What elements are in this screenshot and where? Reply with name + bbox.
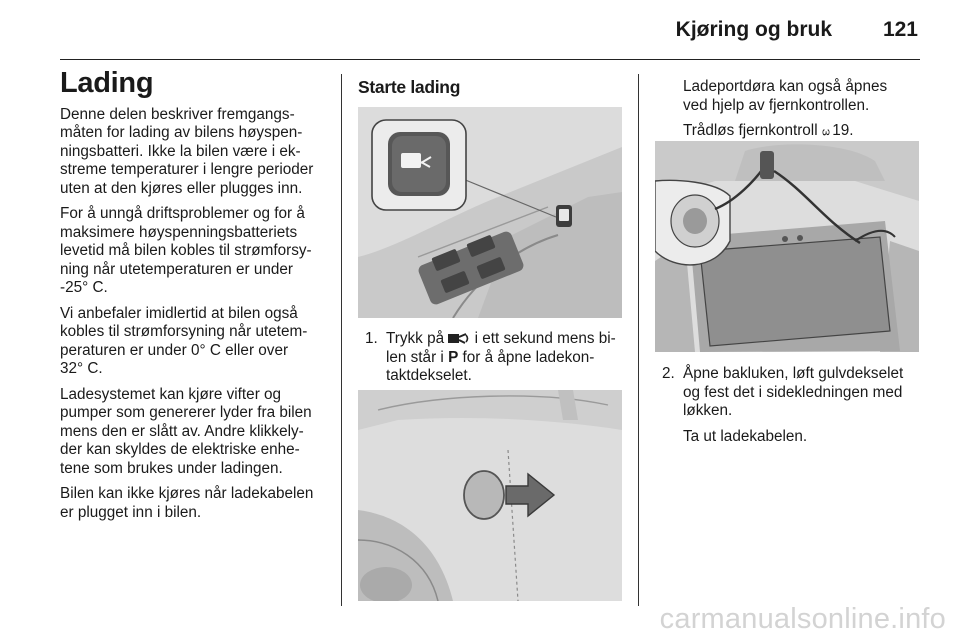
step-2 [655, 365, 925, 446]
text-line: tene som brukes under ladingen. [60, 459, 283, 477]
step-1-line-1 [386, 330, 628, 349]
text-line: pumper som genererer lyder fra bilen [60, 404, 312, 421]
text-line: maksimere høyspenningsbatteriets [60, 223, 298, 241]
body-text [60, 106, 335, 523]
gear-p: P [448, 348, 459, 366]
step-2-text [683, 365, 925, 421]
text-line: måten for lading av bilens høyspen- [60, 124, 303, 141]
paragraph [60, 485, 335, 522]
remote-info-text [683, 78, 923, 115]
text-line: uten at den kjøres eller plugges inn. [60, 179, 303, 197]
text-line: Vi anbefaler imidlertid at bilen også [60, 304, 298, 322]
step-1-line-2 [386, 349, 628, 368]
text-line: mens den er slått av. Andre klikkely- [60, 422, 304, 440]
step-1-text-c: len står i [386, 348, 449, 366]
cross-reference [683, 122, 923, 142]
column-1 [60, 67, 335, 529]
step-1-text-b: i ett sekund mens bi- [470, 330, 616, 347]
step-1-number: 1. [365, 330, 378, 347]
step-1-text-a: Trykk på [386, 330, 449, 347]
text-line: kobles til strømforsyning når utetem- [60, 323, 308, 340]
text-line: 32° C. [60, 360, 103, 377]
text-line: Åpne bakluken, løft gulvdekselet [683, 365, 904, 382]
text-line: -25° C. [60, 279, 108, 296]
ref-page: 19. [827, 122, 854, 139]
section-title: Kjøring og bruk [675, 18, 832, 41]
paragraph [60, 106, 335, 199]
text-line: Bilen kan ikke kjøres når ladekabelen [60, 485, 314, 502]
header-rule [60, 59, 920, 60]
subheading-start-charging: Starte lading [358, 77, 461, 97]
ref-text: Trådløs fjernkontroll [683, 122, 822, 139]
paragraph [60, 386, 335, 479]
charge-port-door-illustration [358, 390, 622, 601]
text-line: ningsbatteri. Ikke la bilen være i ek- [60, 142, 301, 160]
column-divider-2 [638, 74, 639, 606]
column-2 [358, 78, 628, 97]
step-1 [358, 330, 628, 386]
text-line: levetid må bilen kobles til strømforsy- [60, 242, 312, 259]
text-line: Denne delen beskriver fremgangs- [60, 105, 295, 123]
text-line: ning når utetemperaturen er under [60, 260, 294, 278]
text-line: streme temperaturer i lengre perioder [60, 161, 314, 178]
text-line: der kan skyldes de elektriske enhe- [60, 441, 300, 458]
column-divider-1 [341, 74, 342, 606]
text-line: og fest det i sidekledningen med [683, 383, 903, 401]
step-2-extra: Ta ut ladekabelen. [683, 427, 808, 445]
step-1-line-3: taktdekselet. [386, 367, 472, 384]
page-number: 121 [882, 18, 918, 41]
text-line: er plugget inn i bilen. [60, 503, 202, 521]
step-1-text-d: for å åpne ladekon- [458, 348, 595, 366]
step-2-number: 2. [662, 365, 675, 382]
door-switch-illustration [358, 107, 622, 318]
text-line: Ladeportdøra kan også åpnes [683, 78, 888, 95]
paragraph [60, 205, 335, 298]
charge-port-button-icon [448, 332, 470, 345]
text-line: løkken. [683, 402, 733, 419]
text-line: Ladesystemet kan kjøre vifter og [60, 385, 282, 403]
text-line: peraturen er under 0° C eller over [60, 341, 289, 359]
main-heading: Lading [60, 67, 154, 99]
paragraph [60, 305, 335, 379]
column-3-intro [683, 78, 923, 142]
page-ref-arrow-icon: 3 [819, 128, 831, 136]
text-line: For å unngå driftsproblemer og for å [60, 205, 305, 222]
watermark: carmanualsonline.info [659, 603, 946, 635]
text-line: ved hjelp av fjernkontrollen. [683, 96, 870, 114]
trunk-illustration [655, 141, 919, 352]
